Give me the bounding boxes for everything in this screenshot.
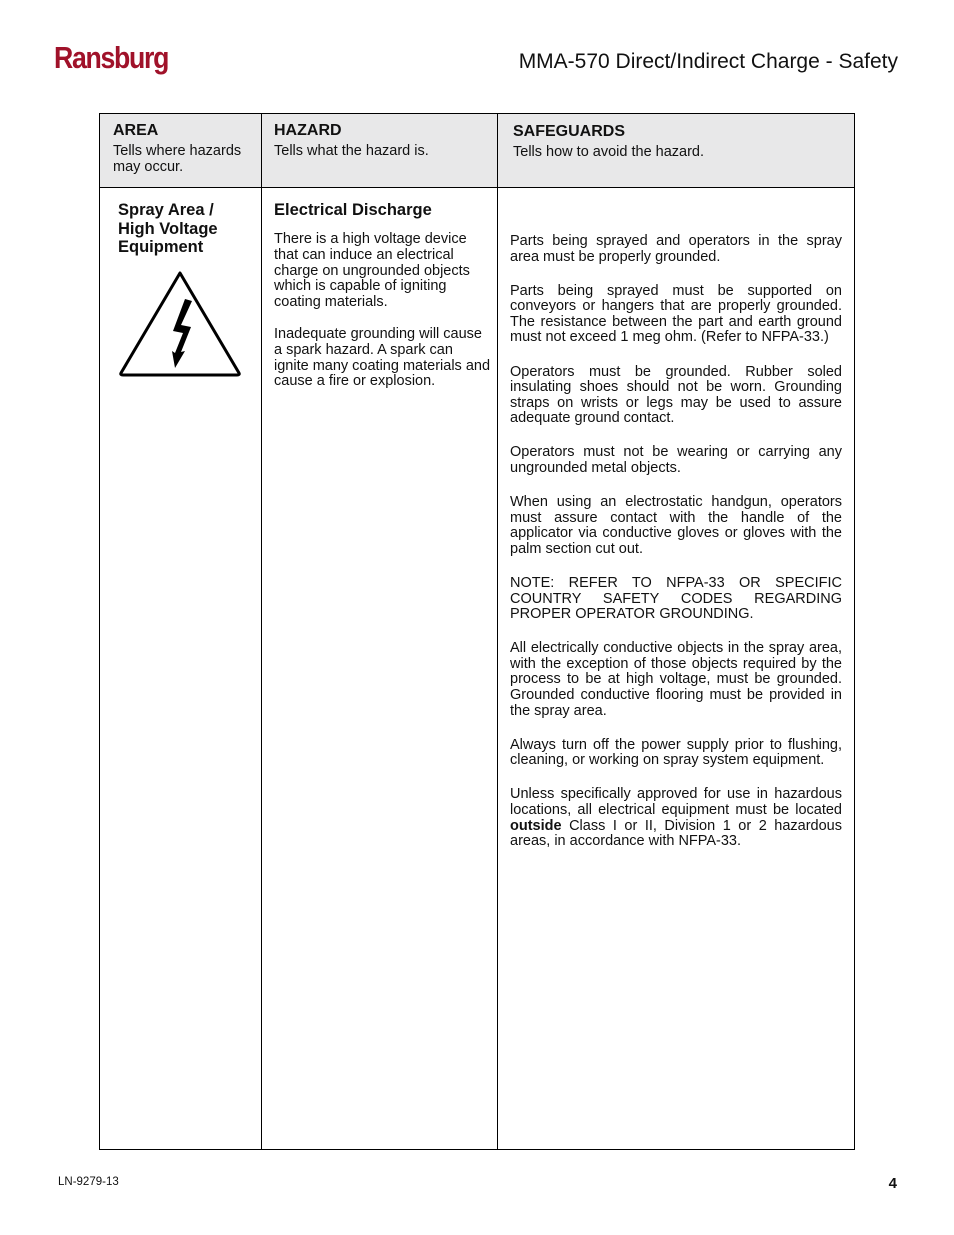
safeguards-header [513,123,843,160]
brand-logo: Ransburg [54,40,169,75]
hazard-header-title: HAZARD [274,122,342,139]
safeguards-header-title: SAFEGUARDS [513,123,626,140]
hazard-description [274,232,490,406]
safeguard-paragraph: NOTE: REFER TO NFPA-33 OR SPECIFIC COUNTRY SAFETY CODES REGARDING PROPER OPERATOR GROUNDING. [510,575,842,623]
high-voltage-warning-icon [117,269,243,378]
safeguard-text: Unless specifically approved for use in hazardous locations, all electrical equipment must be located [510,786,842,819]
area-header-title: AREA [113,122,159,139]
hazard-title: Electrical Discharge [274,201,432,219]
safeguard-paragraph: Parts being sprayed must be supported on conveyors or hangers that are properly grounded. The resistance between the part and earth ground must not exceed 1 meg ohm. (Refer to NFPA-33.) [510,282,842,346]
safeguard-paragraph: Operators must not be wearing or carrying any ungrounded metal objects. [510,444,842,477]
safeguard-paragraph: Parts being sprayed and operators in the spray area must be properly grounded. [510,233,842,265]
safeguards-header-subtitle: Tells how to avoid the hazard. [513,144,705,160]
safeguard-paragraph: All electrically conductive objects in the spray area, with the exception of those objects required by the process to be at high voltage, must be grounded. Grounded conductive flooring must be provided in the spray area. [510,640,842,719]
hazard-paragraph: There is a high voltage device that can induce an electrical charge on ungrounded objects which is capable of igniting coating materials. [274,231,470,311]
safeguard-paragraph: Always turn off the power supply prior to flushing, cleaning, or working on spray system equipment. [510,736,842,769]
area-header [113,122,258,175]
safety-table [99,113,855,1150]
table-header [100,114,854,188]
safeguard-paragraph: Operators must be grounded. Rubber soled insulating shoes should not be worn. Grounding straps on wrists or legs may be used to assure adequate ground contact. [510,363,842,427]
safeguard-paragraph-last [510,787,842,849]
page-number: 4 [888,1175,897,1192]
document-title: MMA-570 Direct/Indirect Charge - Safety [518,50,898,73]
safeguards-list [510,234,842,868]
area-header-subtitle: Tells where hazards may occur. [113,143,242,175]
hazard-paragraph: Inadequate grounding will cause a spark hazard. A spark can ignite many coating materials and cause a fire or explosion. [274,325,491,390]
safeguard-paragraph: When using an electrostatic handgun, operators must assure contact with the handle of the applicator via conductive gloves or gloves with the palm section cut out. [510,494,842,557]
document-code: LN-9279-13 [58,1176,119,1188]
safeguard-emphasis: outside [510,817,562,834]
area-cell: Spray Area / High Voltage Equipment [118,201,218,256]
safeguard-text: Class I or II, Division 1 or 2 hazardous areas, in accordance with NFPA-33. [510,817,842,850]
hazard-header [274,122,489,159]
column-divider [261,114,262,1149]
hazard-header-subtitle: Tells what the hazard is. [274,143,429,159]
column-divider [497,114,498,1149]
